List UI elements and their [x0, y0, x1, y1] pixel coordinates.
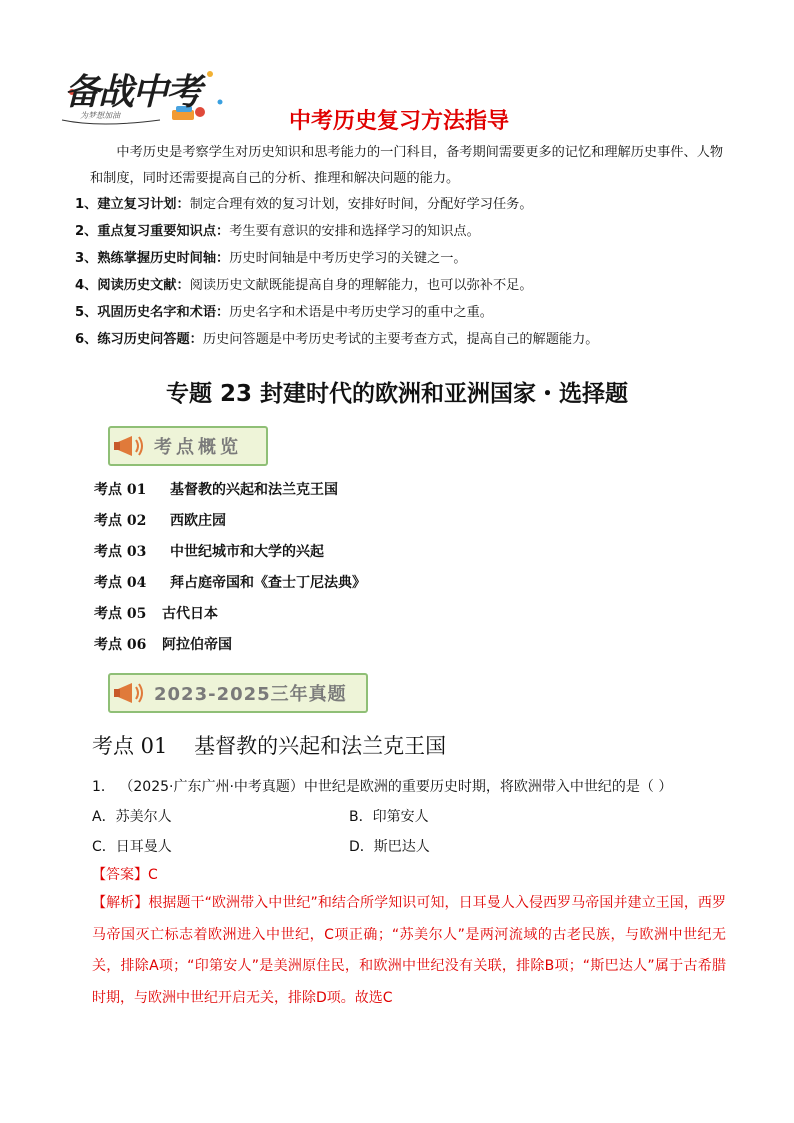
kaodian-item: 考点 01 基督教的兴起和法兰克王国: [94, 482, 338, 498]
kaodian-item: 考点 05 古代日本: [94, 606, 218, 622]
tips-list: [75, 192, 735, 354]
tip-item: 6、练习历史问答题：历史问答题是中考历史考试的主要考查方式，提高自己的解题能力。: [75, 332, 599, 347]
topic-title: 专题 23 封建时代的欧洲和亚洲国家・选择题: [165, 381, 629, 407]
option-a: A．苏美尔人: [92, 809, 172, 825]
intro-paragraph: 中考历史是考察学生对历史知识和思考能力的一门科目，备考期间需要更多的记忆和理解历史事件、人物和制度，同时还需要提高自己的分析、推理和解决问题的能力。: [90, 145, 724, 186]
kaodian-item: 考点 03 中世纪城市和大学的兴起: [94, 544, 324, 560]
explanation: 【解析】根据题干“欧洲带入中世纪”和结合所学知识可知，日耳曼人入侵西罗马帝国并建立王国，西罗马帝国灭亡标志着欧洲进入中世纪，C项正确；“苏美尔人”是两河流域的古老民族，与欧洲中世纪无关，排除A项；“印第安人”是美洲原住民，和欧洲中世纪没有关联，排除B项；“斯巴达人”属于古希腊时期，与欧洲中世纪开启无关，排除D项。故选C: [92, 895, 726, 1006]
megaphone-icon: [110, 428, 154, 464]
kaodian-list: [94, 476, 366, 662]
tip-item: 4、阅读历史文献：阅读历史文献既能提高自身的理解能力，也可以弥补不足。: [75, 278, 533, 293]
kaodian-item: 考点 06 阿拉伯帝国: [94, 637, 232, 653]
page-title: 中考历史复习方法指导: [288, 109, 509, 134]
option-b: B．印第安人: [349, 809, 429, 825]
megaphone-icon: [110, 675, 154, 711]
logo-subtext: 为梦想加油: [80, 111, 120, 120]
past-exams-banner-label: 2023-2025三年真题: [154, 684, 347, 705]
overview-banner: [108, 426, 268, 466]
answer-line: 【答案】C: [92, 867, 158, 883]
option-d: D．斯巴达人: [349, 839, 430, 855]
tip-item: 3、熟练掌握历史时间轴：历史时间轴是中考历史学习的关键之一。: [75, 251, 467, 266]
past-exams-banner: [108, 673, 368, 713]
kaodian-item: 考点 04 拜占庭帝国和《查士丁尼法典》: [94, 575, 366, 591]
tip-item: 1、建立复习计划：制定合理有效的复习计划，安排好时间，分配好学习任务。: [75, 197, 533, 212]
kaodian-item: 考点 02 西欧庄园: [94, 513, 226, 529]
option-c: C．日耳曼人: [92, 839, 172, 855]
logo-text: 备战中考: [64, 72, 201, 113]
tip-item: 5、巩固历史名字和术语：历史名字和术语是中考历史学习的重中之重。: [75, 305, 493, 320]
section-heading: 考点 01 基督教的兴起和法兰克王国: [92, 734, 447, 758]
tip-item: 2、重点复习重要知识点：考生要有意识的安排和选择学习的知识点。: [75, 224, 480, 239]
overview-banner-label: 考点概览: [154, 437, 242, 458]
question-stem: 1． （2025·广东广州·中考真题）中世纪是欧洲的重要历史时期，将欧洲带入中世纪的是（ ）: [92, 779, 673, 795]
